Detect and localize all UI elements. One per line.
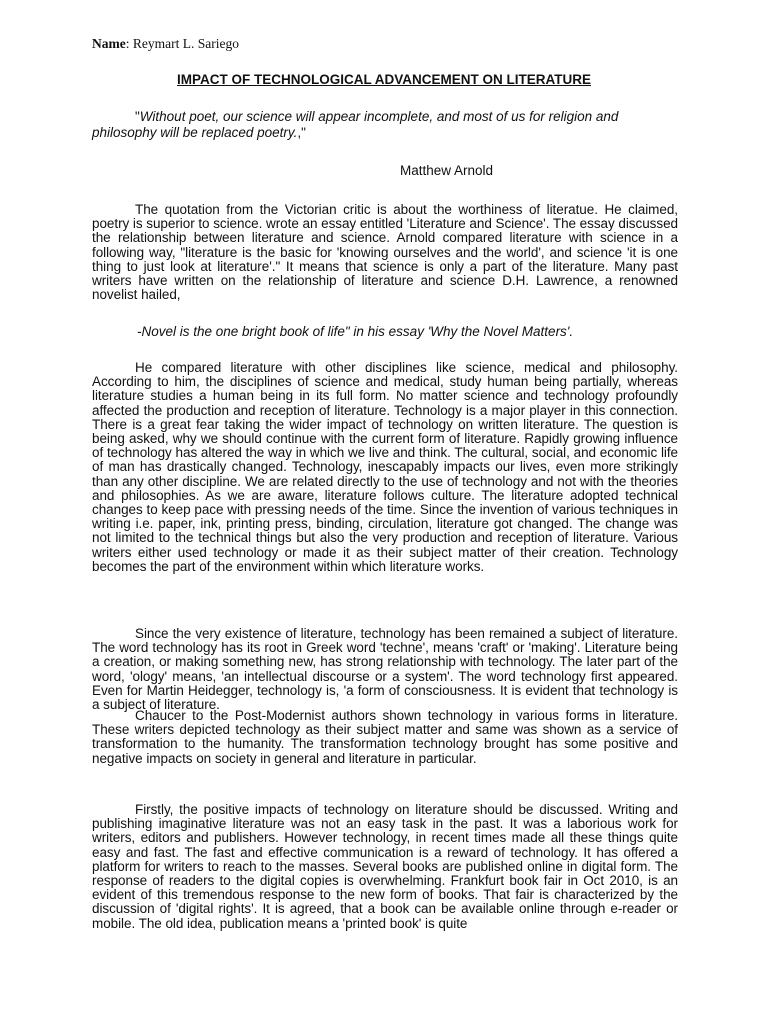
name-label: Name — [92, 36, 126, 51]
epigraph-open-quote: " — [135, 109, 140, 124]
epigraph-quote — [92, 109, 678, 141]
paragraph-3: Since the very existence of literature, technology has been remained a subject of literature. The word technology has its root in Greek word 'techne', means 'craft' or 'making'. Literature being a creation, or making something new, has strong relationship with technology. The later part of the word, 'ology' means, 'an intellectual discourse or a system'. The word technology first appeared. Even for Martin Heidegger, technology is, 'a form of consciousness. It is evident that technology is a subject of literature. — [92, 626, 678, 713]
document-title: IMPACT OF TECHNOLOGICAL ADVANCEMENT ON LITERATURE — [177, 72, 591, 87]
paragraph-5: Firstly, the positive impacts of technology on literature should be discussed. Writing and publishing imaginative literature was not an easy task in the past. It was a laborious work for writers, editors and publishers. However technology, in recent times made all these things quite easy and fast. The fast and effective communication is a reward of technology. It has offered a platform for writers to reach to the masses. Several books are published online in digital form. The response of readers to the digital copies is overwhelming. Frankfurt book fair in Oct 2010, is an evident of this tremendous response to the new form of books. That fair is characterized by the discussion of 'digital rights'. It is agreed, that a book can be available online through e-reader or mobile. The old idea, publication means a 'printed book' is quite — [92, 802, 678, 931]
epigraph-text: Without poet, our science will appear incomplete, and most of us for religion and philosophy will be replaced poetry. — [92, 109, 619, 140]
paragraph-4: Chaucer to the Post-Modernist authors shown technology in various forms in literature. These writers depicted technology as their subject matter and same was shown as a service of transformation to the humanity. The transformation technology brought has some positive and negative impacts on society in general and literature in particular. — [92, 708, 678, 766]
novel-quote: -Novel is the one bright book of life" in his essay 'Why the Novel Matters'. — [137, 324, 574, 339]
paragraph-2: He compared literature with other disciplines like science, medical and philosophy. According to him, the disciplines of science and medical, study human being partially, whereas literature studies a human being in its full form. No matter science and technology profoundly affected the production and reception of literature. Technology is a major player in this connection. There is a great fear taking the wider impact of technology on written literature. The question is being asked, why we should continue with the current form of literature. Rapidly growing influence of technology has altered the way in which we live and think. The cultural, social, and economic life of man has drastically changed. Technology, inescapably impacts our lives, even more strikingly than any other discipline. We are related directly to the use of technology and not with the theories and philosophies. As we are aware, literature follows culture. The literature adopted technical changes to keep pace with pressing needs of the time. Since the invention of various techniques in writing i.e. paper, ink, printing press, binding, circulation, literature got changed. The change was not limited to the technical things but also the very production and reception of literature. Various writers either used technology or made it as their subject matter of their creation. Technology becomes the part of the environment within which literature works. — [92, 360, 678, 574]
epigraph-author: Matthew Arnold — [400, 163, 494, 178]
paragraph-1: The quotation from the Victorian critic is about the worthiness of literatue. He claimed, poetry is superior to science. wrote an essay entitled 'Literature and Science'. The essay discussed the relationship between literature and science. Arnold compared literature with science in a following way, "literature is the basic for 'knowing ourselves and the world', and science 'it is one thing to just look at literature'." It means that science is only a part of the literature. Many past writers have written on the relationship of literature and science D.H. Lawrence, a renowned novelist hailed, — [92, 202, 678, 303]
epigraph-close-quote: ," — [297, 125, 306, 140]
name-value: : Reymart L. Sariego — [125, 36, 239, 51]
author-name-line — [92, 36, 239, 52]
